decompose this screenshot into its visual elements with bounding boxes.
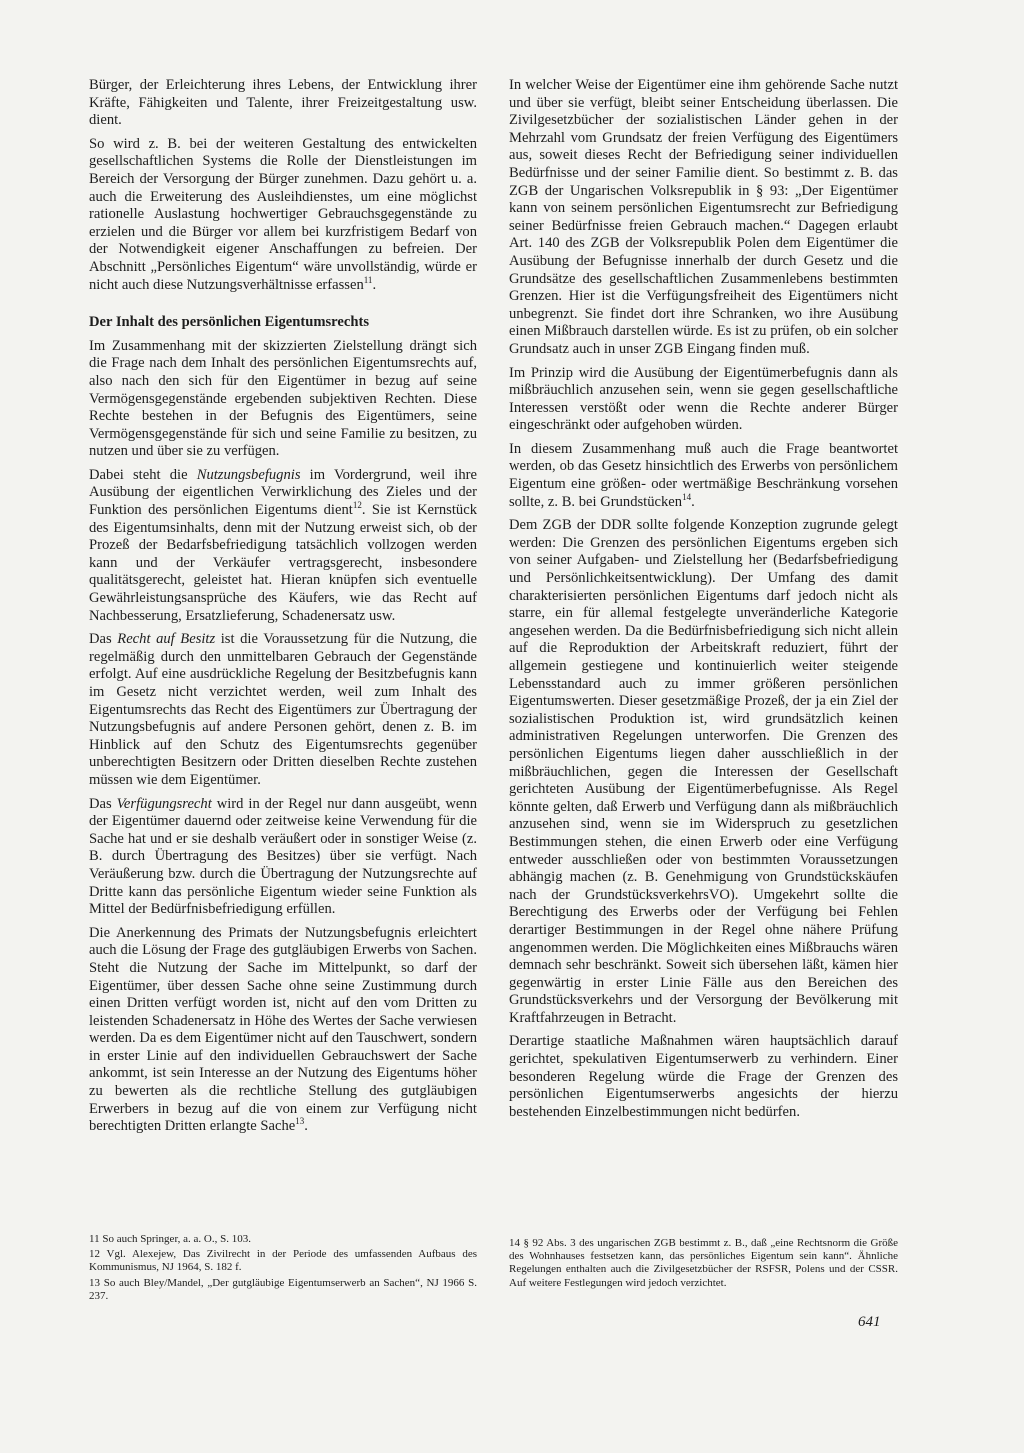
- paragraph: Dabei steht die Nutzungsbefugnis im Vordergrund, weil ihre Ausübung der eigentlichen Verwirklichung des Zieles und der Funktion des persönlichen Eigentums dient$^{12}$. Sie ist Kernstück des Eigentumsinhalts, denn mit der Nutzung erweist sich, ob der Prozeß der Bedarfsbefriedigung tatsächlich vollzogen werden kann und der Verkäufer vertragsgerecht, insbesondere qualitätsgerecht, geleistet hat. Hieran knüpfen sich eventuelle Gewährleistungsansprüche des Käufers, wie das Recht auf Nachbesserung, Ersatzlieferung, Schadenersatz usw.: [89, 466, 477, 624]
- paragraph: Im Prinzip wird die Ausübung der Eigentümerbefugnis dann als mißbräuchlich anzusehen sein, wenn sie gegen gesellschaftliche Interessen verstößt oder wenn die Rechte anderer Bürger eingeschränkt oder aufgehoben würden.: [509, 364, 898, 434]
- paragraph: In diesem Zusammenhang muß auch die Frage beantwortet werden, ob das Gesetz hinsichtlich des Erwerbs von persönlichem Eigentum eine größen- oder wertmäßige Beschränkung vorsehen sollte, z. B. bei Grundstücken$^{14}$.: [509, 440, 898, 510]
- footnote: 14 § 92 Abs. 3 des ungarischen ZGB bestimmt z. B., daß „eine Rechtsnorm die Größe des Wohnhauses festsetzen kann, das persönliches Eigentum sein kann“. Ähnliche Regelungen enthalten auch die Zivilgesetzbücher der RSFSR, Polens und der CSSR. Auf weitere Festlegungen wird jedoch verzichtet.: [509, 1237, 898, 1289]
- footnote: 11 So auch Springer, a. a. O., S. 103.: [89, 1233, 251, 1245]
- right-footnotes: [509, 1237, 898, 1292]
- paragraph: Bürger, der Erleichterung ihres Lebens, der Entwicklung ihrer Kräfte, Fähigkeiten und Talente, ihrer Freizeitgestaltung usw. dient.: [89, 77, 477, 129]
- paragraph: In welcher Weise der Eigentümer eine ihm gehörende Sache nutzt und über sie verfügt, bleibt seiner Entscheidung überlassen. Die Zivilgesetzbücher der sozialistischen Länder gehen in der Mehrzahl vom Grundsatz der freien Verfügung des Eigentümers aus, soweit dieses Recht der Befriedigung seiner individuellen Bedürfnisse und der seiner Familie dient. So bestimmt z. B. das ZGB der Ungarischen Volksrepublik in § 93: „Der Eigentümer kann von seinem persönlichen Eigentumsrecht zur Befriedigung seiner Bedürfnisse freien Gebrauch machen.“ Dagegen erlaubt Art. 140 des ZGB der Volksrepublik Polen dem Eigentümer die Ausübung der Befugnisse innerhalb der durch Gesetz und die Grundsätze des gesellschaftlichen Zusammenlebens bestimmten Grenzen. Hier ist die Verfügungsfreiheit des Eigentümers nicht unbegrenzt. Sie findet dort ihre Schranken, wo ihre Ausübung einen Mißbrauch darstellen würde. Es ist zu prüfen, ob ein solcher Grundsatz auch in unser ZGB Eingang finden muß.: [509, 77, 898, 357]
- footnote: 12 Vgl. Alexejew, Das Zivilrecht in der Periode des umfassenden Aufbaus des Kommunismus, NJ 1964, S. 182 f.: [89, 1248, 477, 1274]
- left-column: [89, 77, 477, 1142]
- paragraph: Dem ZGB der DDR sollte folgende Konzeption zugrunde gelegt werden: Die Grenzen des persönlichen Eigentums ergeben sich von seiner Aufgaben- und Zielstellung her (Bedarfsbefriedigung und Persönlichkeitsentwicklung). Der Umfang des damit charakterisierten persönlichen Eigentums darf jedoch nicht als starre, ein für allemal festgelegte unveränderliche Kategorie angesehen werden. Da die Bedürfnisbefriedigung sich nicht allein auf die Reproduktion der Arbeitskraft reduziert, führt der allgemein gestiegene und kontinuierlich weiter steigende Lebensstandard auch zu immer größeren persönlichen Eigentumswerten. Dieser gesetzmäßige Prozeß, der ja ein Ziel der sozialistischen Produktion ist, wird grundsätzlich keinen administrativen Regelungen unterworfen. Die Grenzen des persönlichen Eigentums liegen daher ausschließlich in der mißbräuchlichen, gegen die Interessen der Gesellschaft gerichteten Ausübung der Eigentümerbefugnisse. Als Regel könnte gelten, daß Erwerb und Verfügung dann als mißbräuchlich anzusehen sind, wenn sie im Widerspruch zu gesetzlichen Bestimmungen stehen, die einen Erwerb oder eine Verfügung entweder ausschließen oder von bestimmten Voraussetzungen abhängig machen (z. B. Genehmigung von Grundstückskäufen nach der GrundstücksverkehrsVO). Umgekehrt sollte die Berechtigung des Erwerbs oder der Verfügung bei Fehlen derartiger Bestimmungen in der Regel ohne nähere Prüfung angenommen werden. Die Möglichkeiten eines Mißbrauchs wären demnach sehr beschränkt. Soweit sich übersehen läßt, kämen hier gegenwärtig in erster Linie Fälle aus den Bereichen des Grundstücksverkehrs und der Versorgung der Bevölkerung mit Kraftfahrzeugen in Betracht.: [509, 517, 898, 1026]
- paragraph: Das Recht auf Besitz ist die Voraussetzung für die Nutzung, die regelmäßig durch den unmittelbaren Gebrauch der Gegenstände erfolgt. Auf eine ausdrückliche Regelung der Besitzbefugnis kann im Gesetz nicht verzichtet werden, weil zum Inhalt des Eigentumsrechts das Recht des Eigentümers zur Übertragung der Nutzungsbefugnis auf andere Personen gehört, denen z. B. im Hinblick auf den Schutz des Eigentumsrechts gegenüber unberechtigten Besitzern oder Dritten dieselben Rechte zustehen müssen wie dem Eigentümer.: [89, 631, 477, 788]
- footnote-ref[interactable]: 12: [352, 500, 362, 511]
- footnote-ref[interactable]: 11: [363, 274, 373, 285]
- left-footnotes: [89, 1233, 477, 1305]
- paragraph: Derartige staatliche Maßnahmen wären hauptsächlich darauf gerichtet, spekulativen Eigentumserwerb zu verhindern. Einer besonderen Regelung würde die Frage der Grenzen des persönlichen Eigentumserwerbs angesichts der hierzu bestehenden Einzelbestimmungen nicht bedürfen.: [509, 1033, 898, 1120]
- footnote: 13 So auch Bley/Mandel, „Der gutgläubige Eigentumserwerb an Sachen“, NJ 1966 S. 237.: [89, 1276, 477, 1302]
- paragraph: So wird z. B. bei der weiteren Gestaltung des entwickelten gesellschaftlichen Systems die Rolle der Dienstleistungen im Bereich der Versorgung der Bürger zunehmen. Dazu gehört u. a. auch die Erweiterung des Ausleihdienstes, um eine möglichst rationelle Auslastung hochwertiger Gebrauchsgegenstände zu erzielen und die Bürger vor allem bei kurzfristigem Bedarf von der Notwendigkeit eigener Anschaffungen zu befreien. Der Abschnitt „Persönliches Eigentum“ wäre unvollständig, würde er nicht auch diese Nutzungsverhältnisse erfassen$^{11}$.: [89, 135, 477, 293]
- footnote-ref[interactable]: 13: [295, 1116, 305, 1127]
- paragraph: Das Verfügungsrecht wird in der Regel nur dann ausgeübt, wenn der Eigentümer dauernd oder zeitweise keine Verwendung für die Sache hat und er sie deshalb veräußert oder in sonstiger Weise (z. B. durch Übertragung des Besitzes) über sie verfügt. Nach Veräußerung bzw. durch die Übertragung der Nutzungsrechte auf Dritte kann das persönliche Eigentum wieder seine Funktion als Mittel der Bedürfnisbefriedigung erfüllen.: [89, 795, 477, 918]
- footnote-ref[interactable]: 14: [682, 491, 692, 502]
- page-number: 641: [858, 1314, 881, 1330]
- paragraph: Die Anerkennung des Primats der Nutzungsbefugnis erleichtert auch die Lösung der Frage des gutgläubigen Erwerbs von Sachen. Steht die Nutzung der Sache im Mittelpunkt, so darf der Eigentümer, über dessen Sache ohne seine Zustimmung durch einen Dritten verfügt worden ist, nicht auf den vom Dritten zu leistenden Schadenersatz in Höhe des Wertes der Sache verwiesen werden. Da es dem Eigentümer nicht auf den Tauschwert, sondern in erster Linie auf den individuellen Gebrauchswert der Sache ankommt, ist sein Interesse an der Nutzung des Eigentums höher zu bewerten als die rechtliche Stellung des gutgläubigen Erwerbers in bezug auf die von einem zur Verfügung nicht berechtigten Dritten erlangte Sache$^{13}$.: [89, 924, 477, 1135]
- paragraph: Im Zusammenhang mit der skizzierten Zielstellung drängt sich die Frage nach dem Inhalt des persönlichen Eigentumsrechts auf, also nach den sich für den Eigentümer in bezug auf seine Vermögensgegenstände ergebenden subjektiven Rechten. Diese Rechte bestehen in der Befugnis des Eigentümers, seine Vermögensgegenstände für sich und seine Familie zu besitzen, zu nutzen und über sie zu verfügen.: [89, 337, 477, 460]
- section-heading: Der Inhalt des persönlichen Eigentumsrechts: [89, 314, 369, 331]
- right-column: [509, 77, 898, 1127]
